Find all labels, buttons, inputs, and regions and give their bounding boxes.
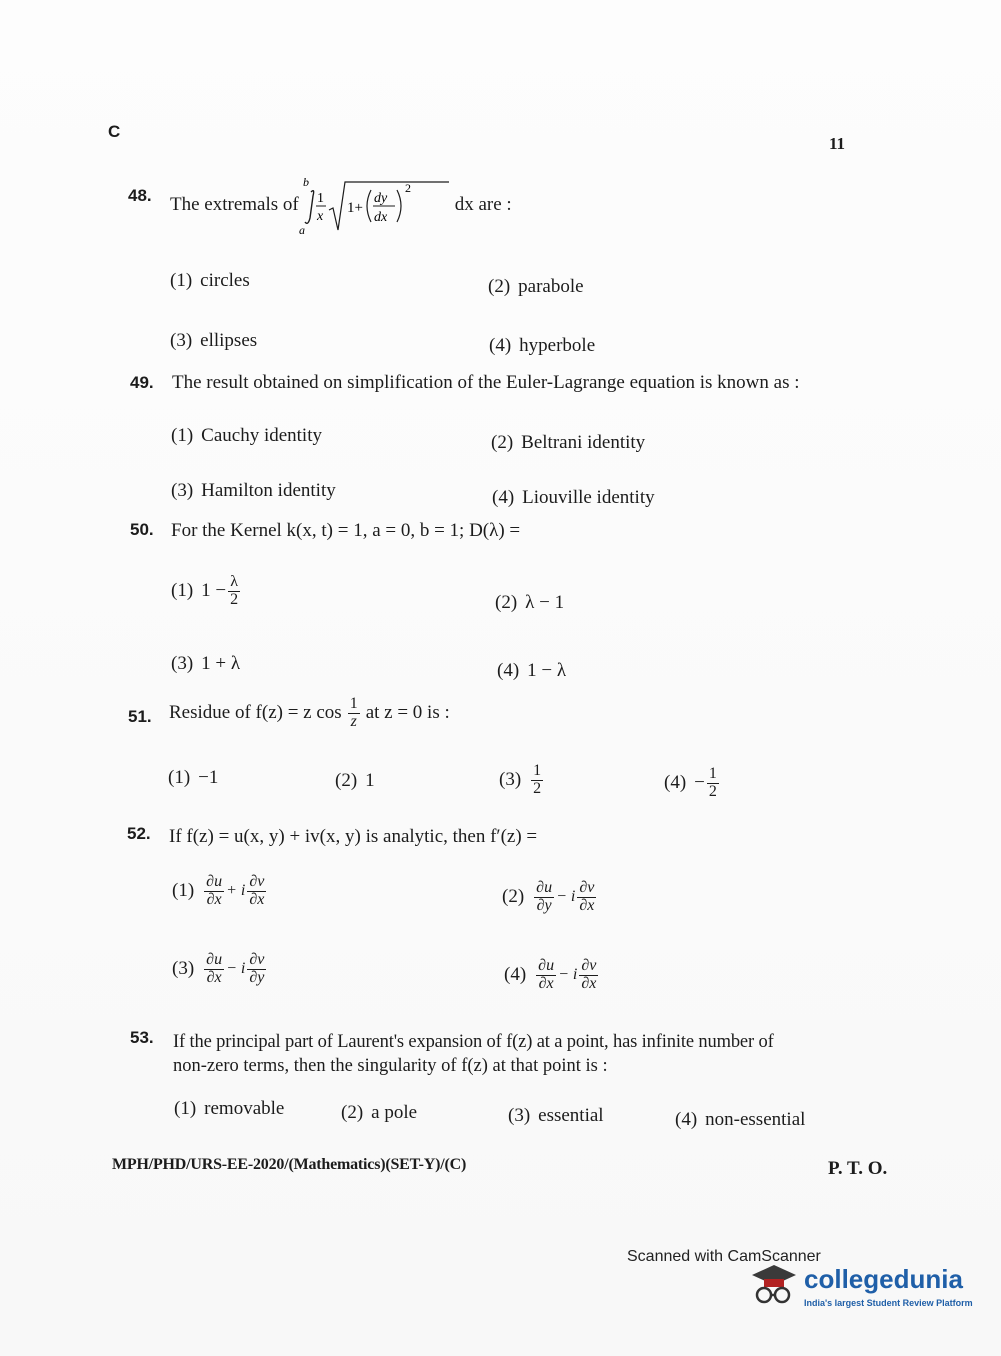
- q50-option-3[interactable]: (3) 1 + λ: [171, 653, 241, 674]
- q51-option-4[interactable]: (4) − $\frac{1}{2}$: [664, 765, 717, 800]
- page-number: 11: [829, 134, 846, 153]
- q52-option-3[interactable]: (3) $\frac{\partial u}{\partial x}$ − i $\frac{\partial v}{\partial y}$: [172, 951, 265, 986]
- question-52-number: 52.: [127, 824, 151, 843]
- q48-option-2[interactable]: (2) parabole: [488, 276, 584, 297]
- question-51-stem: Residue of f(z) = z cos $\frac{1}{z}$ at z = 0 is :: [169, 695, 450, 730]
- q51-option-1[interactable]: (1) −1: [168, 767, 219, 788]
- q50-option-1[interactable]: (1) 1 − $\frac{\lambda}{2}$: [171, 573, 239, 608]
- q51-option-3[interactable]: (3) $\frac{1}{2}$: [499, 762, 542, 797]
- set-code: C: [108, 122, 121, 141]
- integral-lower-limit: a: [298, 223, 305, 237]
- dy: dy: [373, 191, 387, 206]
- q51-option-2[interactable]: (2) 1: [335, 770, 375, 791]
- q50-option-4[interactable]: (4) 1 − λ: [497, 660, 567, 681]
- q48-stem-post: dx are :: [454, 194, 512, 215]
- footer-pto: P. T. O.: [828, 1158, 888, 1179]
- question-53-number: 53.: [130, 1028, 154, 1047]
- q50-option-2[interactable]: (2) λ − 1: [495, 592, 565, 613]
- q48-option-1[interactable]: (1) circles: [170, 270, 250, 291]
- collegedunia-logo-icon: [746, 1255, 802, 1311]
- camscanner-watermark: Scanned with CamScanner: [627, 1248, 821, 1265]
- question-49-number: 49.: [130, 373, 154, 392]
- q49-option-1[interactable]: (1) Cauchy identity: [171, 425, 322, 446]
- integral-expression: [299, 172, 449, 238]
- q48-integral: [299, 172, 449, 238]
- frac-one: 1: [316, 191, 324, 206]
- q49-option-2[interactable]: (2) Beltrani identity: [491, 432, 646, 453]
- q52-option-1[interactable]: (1) $\frac{\partial u}{\partial x}$ + i $\frac{\partial v}{\partial x}$: [172, 873, 265, 908]
- q53-option-4[interactable]: (4) non-essential: [675, 1109, 806, 1130]
- integral-upper-limit: b: [302, 175, 309, 189]
- q48-stem-pre: The extremals of: [170, 194, 299, 215]
- q49-option-4[interactable]: (4) Liouville identity: [492, 487, 655, 508]
- q48-option-3[interactable]: (3) ellipses: [170, 330, 258, 351]
- one-plus: 1+: [346, 200, 363, 216]
- exponent-two: 2: [404, 181, 411, 195]
- paren-left: [367, 190, 371, 222]
- footer-paper-code: MPH/PHD/URS-EE-2020/(Mathematics)(SET-Y)/(C): [112, 1156, 467, 1173]
- q53-option-3[interactable]: (3) essential: [508, 1105, 604, 1126]
- question-48-number: 48.: [128, 186, 152, 205]
- question-53-stem: [173, 1030, 881, 1078]
- question-51-number: 51.: [128, 707, 152, 726]
- q53-option-1[interactable]: (1) removable: [174, 1098, 285, 1119]
- q49-option-3[interactable]: (3) Hamilton identity: [171, 480, 336, 501]
- q53-stem-line-1: If the principal part of Laurent's expansion of f(z) at a point, has infinite number of: [173, 1032, 774, 1052]
- q52-option-4[interactable]: (4) $\frac{\partial u}{\partial x}$ − i $\frac{\partial v}{\partial x}$: [504, 957, 597, 992]
- question-49-stem: The result obtained on simplification of the Euler-Lagrange equation is known as :: [172, 372, 800, 393]
- dx: dx: [373, 210, 387, 225]
- question-48-stem: [170, 170, 512, 240]
- collegedunia-brand: collegedunia: [804, 1264, 963, 1294]
- question-50-number: 50.: [130, 520, 154, 539]
- q48-option-4[interactable]: (4) hyperbole: [489, 335, 596, 356]
- question-50-stem: For the Kernel k(x, t) = 1, a = 0, b = 1; D(λ) =: [171, 520, 521, 541]
- q53-stem-line-2: non-zero terms, then the singularity of f(z) at that point is :: [173, 1056, 608, 1076]
- question-52-stem: If f(z) = u(x, y) + iv(x, y) is analytic, then f′(z) =: [169, 826, 538, 847]
- q53-option-2[interactable]: (2) a pole: [341, 1102, 418, 1123]
- q52-option-2[interactable]: (2) $\frac{\partial u}{\partial y}$ − i $\frac{\partial v}{\partial x}$: [502, 879, 595, 914]
- paren-right: [397, 190, 401, 222]
- integral-sign: [305, 191, 314, 224]
- collegedunia-tagline: India's largest Student Review Platform: [804, 1298, 973, 1308]
- frac-x: x: [316, 209, 323, 224]
